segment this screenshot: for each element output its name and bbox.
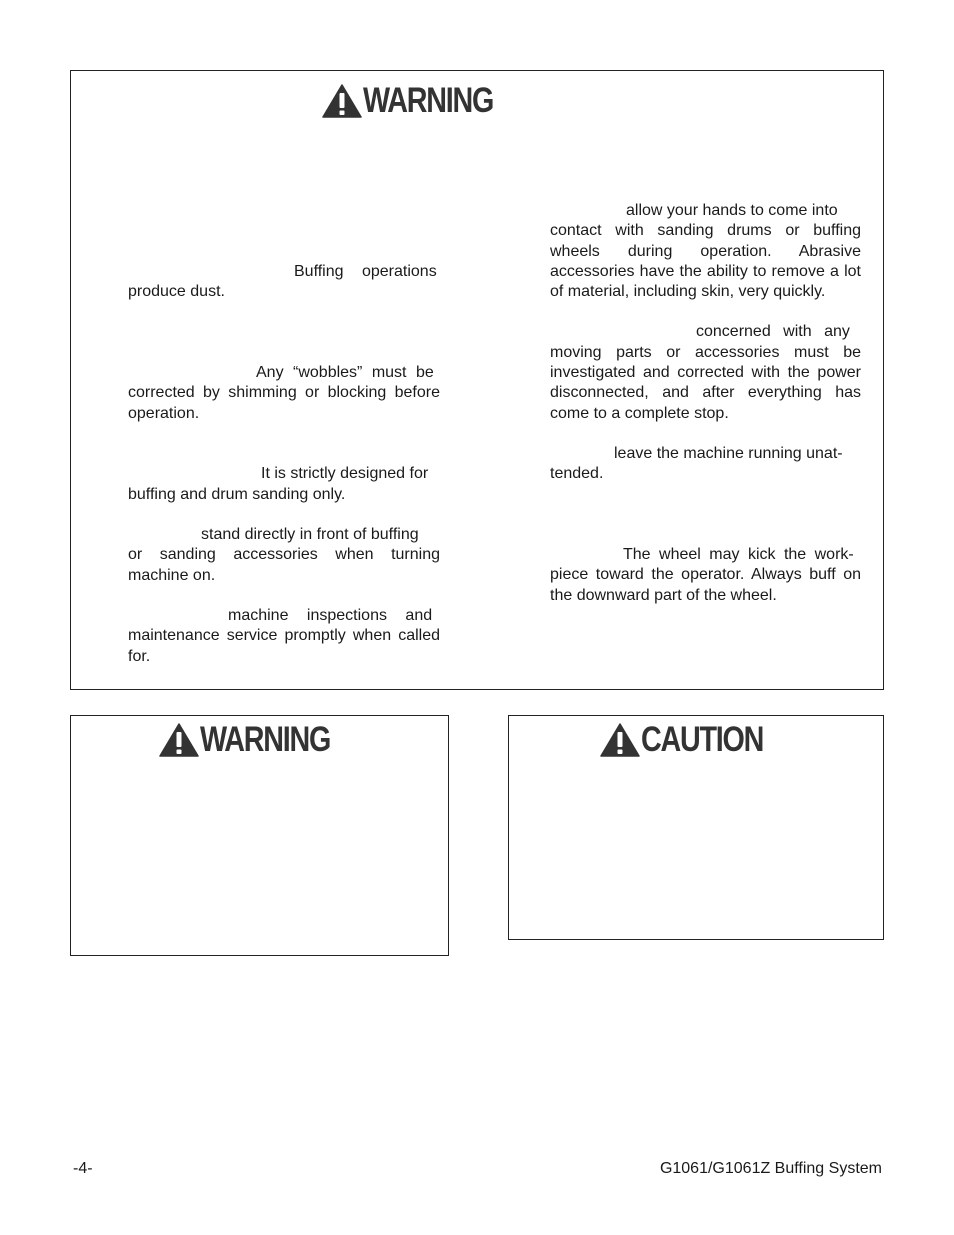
top-warning-label: WARNING — [363, 81, 494, 120]
left-item-5: machine inspections and maintenance service promptly when called for. — [128, 606, 440, 665]
left-item-4: stand directly in front of buffing or sanding accessories when turning machine on. — [128, 526, 440, 584]
left-item-3: It is strictly designed for buffing and drum sanding only. — [128, 465, 429, 503]
bottom-warning-header — [69, 722, 448, 757]
left-item-2: Any “wobbles” must be corrected by shimming or blocking before operation. — [128, 364, 440, 422]
bottom-caution-box — [508, 715, 884, 940]
right-item-2: concerned with any moving parts or accessories must be investigated and corrected with the power disconnected, and after everything has come to a complete stop. — [550, 323, 861, 422]
bottom-caution-label: CAUTION — [641, 720, 764, 759]
top-warning-header — [0, 83, 883, 118]
right-item-4: The wheel may kick the work- piece toward the operator. Always buff on the downward part of the wheel. — [550, 546, 861, 604]
bottom-caution-header — [507, 722, 883, 757]
warning-triangle-icon — [159, 723, 199, 757]
top-warning-left-column — [128, 262, 440, 667]
left-item-1: Buffing operations produce dust. — [128, 263, 437, 301]
page-number: -4- — [73, 1160, 93, 1177]
right-item-1: allow your hands to come into contact with sanding drums or buffing wheels during operation. Abrasive accessories have the ability to remove a lot of material, including skin, very quickly. — [550, 202, 861, 301]
bottom-warning-box — [70, 715, 449, 956]
right-item-3: leave the machine running unat- tended. — [550, 444, 843, 483]
bottom-warning-label: WARNING — [199, 720, 330, 759]
warning-triangle-icon — [322, 84, 362, 118]
caution-triangle-icon — [600, 723, 640, 757]
manual-title: G1061/G1061Z Buffing System — [659, 1160, 882, 1177]
top-warning-right-column — [550, 201, 861, 606]
top-warning-box — [70, 70, 884, 690]
